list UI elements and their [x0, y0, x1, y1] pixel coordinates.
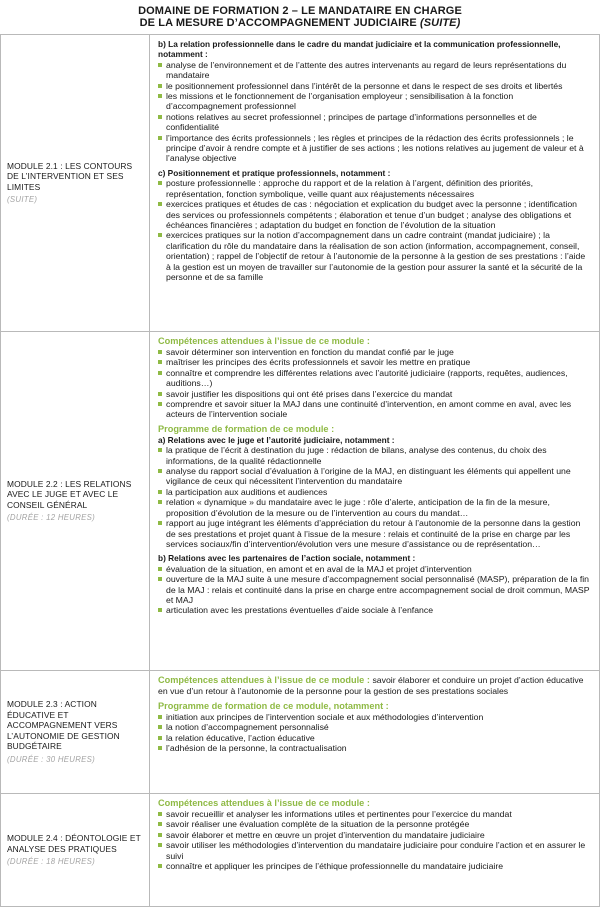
- module-row-2-4: [1, 794, 600, 907]
- module-duration: (DURÉE : 30 HEURES): [7, 754, 96, 764]
- list-item-text: exercices pratiques sur la notion d’accompagnement dans un cadre contraint (mandat judiciaire) ; la clarification du rôle du mandataire dans la réalisation de son action (information, accompagnement, conseil, orientation) ; rappel de l’objectif de retour à l’autonomie de la personne à la gestion de ses prestations : l’aide à la gestion est un moyen de travailler sur l’autonomie de la gestion pour assurer la santé et la sécurité de la personne et de sa famille: [166, 230, 586, 282]
- section-title: b) La relation professionnelle dans le cadre du mandat judiciaire et la communication professionnelle, notamment :: [158, 39, 561, 60]
- list-item-text: les missions et le fonctionnement de l’organisation employeur ; sensibilisation à la fonction d’accompagnement professionnel: [166, 91, 514, 112]
- programme-title: Programme de formation de ce module, notamment :: [158, 701, 389, 711]
- bullet-icon: [158, 736, 162, 740]
- list-item: [158, 733, 591, 743]
- bullet-icon: [158, 402, 162, 406]
- list-item: [158, 861, 591, 871]
- list-item: [158, 199, 591, 230]
- list-item-text: savoir réaliser une évaluation complète de la situation de la personne protégée: [166, 819, 470, 830]
- list-item: [158, 133, 591, 164]
- module-label-cell: [1, 671, 150, 794]
- header-line-2-text: DE LA MESURE D’ACCOMPAGNEMENT JUDICIAIRE: [139, 17, 417, 29]
- list-item: [158, 574, 591, 605]
- list-item-text: maîtriser les principes des écrits professionnels et savoir les mettre en pratique: [166, 357, 471, 368]
- list-item-text: comprendre et savoir situer la MAJ dans une continuité d’intervention, en amont comme en aval, avec les acteurs de l’intervention sociale: [166, 399, 572, 420]
- bullet-icon: [158, 725, 162, 729]
- list-item-text: articulation avec les prestations éventuelles d’aide sociale à l’enfance: [166, 605, 434, 616]
- bullet-icon: [158, 392, 162, 396]
- header-line-2: [140, 17, 461, 29]
- module-label-cell: [1, 332, 150, 671]
- list-item-text: notions relatives au secret professionnel ; principes de partage d’informations personnelles et de confidentialité: [166, 111, 537, 133]
- list-item: [158, 81, 591, 91]
- bullet-icon: [158, 567, 162, 571]
- list-item-text: évaluation de la situation, en amont et en aval de la MAJ et projet d’intervention: [166, 563, 472, 574]
- list-item: [158, 389, 591, 399]
- module-row-2-1: [1, 35, 600, 332]
- bullet-icon: [158, 360, 162, 364]
- module-row-2-2: [1, 332, 600, 671]
- list-item-text: ouverture de la MAJ suite à une mesure d’accompagnement social personnalisé (MASP), préparation de la fin de la MAJ : relais et continuité dans la prise en charge entre accompagnement social de droit commun, MASP et MAJ: [166, 574, 590, 605]
- competences-text: savoir élaborer et conduire un projet d’action éducative en vue d’un retour à l’autonomie de la personne pour la gestion de ses prestations sociales: [158, 675, 584, 696]
- bullet-list: [158, 564, 591, 616]
- list-item-text: savoir déterminer son intervention en fonction du mandat confié par le juge: [166, 347, 454, 357]
- module-label-cell: [1, 794, 150, 907]
- list-item-text: la pratique de l’écrit à destination du juge : rédaction de bilans, analyse des contenus, du choix des informations, de la qualité rédactionnelle: [166, 445, 547, 466]
- list-item: [158, 712, 591, 722]
- list-item-text: l’adhésion de la personne, la contractualisation: [166, 743, 347, 754]
- list-item-text: savoir justifier les dispositions qui ont été prises dans l’exercice du mandat: [166, 388, 453, 399]
- bullet-icon: [158, 864, 162, 868]
- module-content-cell: [150, 332, 600, 671]
- bullet-icon: [158, 371, 162, 375]
- bullet-icon: [158, 233, 162, 237]
- bullet-icon: [158, 181, 162, 185]
- module-name: MODULE 2.1 : LES CONTOURS DE L’INTERVENTION ET SES LIMITES: [7, 160, 133, 192]
- list-item-text: savoir utiliser les méthodologies d’intervention du mandataire judiciaire pour conduire l’action et en assurer le suivi: [166, 840, 586, 861]
- list-item: [158, 91, 591, 112]
- competences-title-text: Compétences attendues à l’issue de ce module :: [158, 675, 370, 685]
- list-item-text: analyse de l’environnement et de l’attente des autres intervenants au regard de leurs représentations du mandataire: [166, 59, 567, 81]
- module-row-2-3: [1, 671, 600, 794]
- list-item-text: savoir recueillir et analyser les informations utiles et pertinentes pour l’exercice du mandat: [166, 809, 512, 819]
- list-item: [158, 743, 591, 753]
- bullet-list: [158, 712, 591, 754]
- list-item-text: exercices pratiques et études de cas : négociation et explication du budget avec la personne ; identification des services ou professionnels compétents ; élaboration et tenue d’un budget ; analyse des obligations et échéances financières ; adaptation du budget en fonction de l’évolution de la situation: [166, 199, 577, 230]
- list-item: [158, 399, 591, 420]
- section-title: c) Positionnement et pratique professionnels, notamment :: [158, 167, 391, 178]
- list-item: [158, 368, 591, 389]
- list-item: [158, 487, 591, 497]
- list-item: [158, 357, 591, 367]
- bullet-icon: [158, 822, 162, 826]
- header-line-1: DOMAINE DE FORMATION 2 – LE MANDATAIRE EN CHARGE: [138, 5, 462, 17]
- competences-title: [158, 675, 591, 697]
- list-item: [158, 347, 591, 357]
- list-item-text: l’importance des écrits professionnels ; les règles et principes de la rédaction des écrits professionnels ; le principe d’avoir à rendre compte et à justifier de ses actions ; les notions relatives au jugement de valeur et à l’analyse objective: [166, 132, 584, 164]
- bullet-icon: [158, 843, 162, 847]
- section-title: a) Relations avec le juge et l’autorité judiciaire, notamment :: [158, 434, 395, 445]
- list-item: [158, 819, 591, 829]
- bullet-icon: [158, 577, 162, 581]
- bullet-list: [158, 809, 591, 871]
- list-item-text: la participation aux auditions et audiences: [166, 486, 328, 497]
- module-content-cell: [150, 671, 600, 794]
- competences-title: Compétences attendues à l’issue de ce module :: [158, 798, 370, 808]
- bullet-icon: [158, 469, 162, 473]
- bullet-list: [158, 445, 591, 549]
- list-item: [158, 840, 591, 861]
- bullet-icon: [158, 350, 162, 354]
- bullet-icon: [158, 746, 162, 750]
- module-duration: (SUITE): [7, 195, 38, 205]
- modules-table: [0, 34, 600, 907]
- list-item: [158, 809, 591, 819]
- bullet-icon: [158, 521, 162, 525]
- module-name: MODULE 2.3 : ACTION ÉDUCATIVE ET ACCOMPAGNEMENT VERS L’AUTONOMIE DE GESTION BUDGÉTAIRE: [7, 699, 120, 752]
- bullet-icon: [158, 84, 162, 88]
- module-name: MODULE 2.2 : LES RELATIONS AVEC LE JUGE ET AVEC LE CONSEIL GÉNÉRAL: [7, 478, 132, 510]
- list-item-text: analyse du rapport social d’évaluation à l’origine de la MAJ, en distinguant les éléments qui appellent une vigilance de ceux qui nécessitent l’intervention du mandataire: [166, 466, 571, 487]
- bullet-icon: [158, 94, 162, 98]
- bullet-icon: [158, 500, 162, 504]
- competences-title: Compétences attendues à l’issue de ce module :: [158, 336, 370, 346]
- bullet-icon: [158, 63, 162, 67]
- programme-title: Programme de formation de ce module :: [158, 423, 335, 434]
- list-item: [158, 605, 591, 615]
- bullet-icon: [158, 448, 162, 452]
- bullet-icon: [158, 715, 162, 719]
- list-item-text: connaître et appliquer les principes de l’éthique professionnelle du mandataire judiciaire: [166, 861, 504, 872]
- list-item-text: savoir élaborer et mettre en œuvre un projet d’intervention du mandataire judiciaire: [166, 829, 485, 840]
- list-item: [158, 518, 591, 549]
- module-name: MODULE 2.4 : DÉONTOLOGIE ET ANALYSE DES PRATIQUES: [7, 833, 141, 854]
- bullet-icon: [158, 490, 162, 494]
- page-header: [0, 0, 600, 34]
- bullet-icon: [158, 115, 162, 119]
- list-item: [158, 830, 591, 840]
- list-item: [158, 466, 591, 487]
- bullet-icon: [158, 608, 162, 612]
- bullet-icon: [158, 202, 162, 206]
- list-item: [158, 230, 591, 282]
- bullet-icon: [158, 812, 162, 816]
- bullet-list: [158, 60, 591, 164]
- section-title: b) Relations avec les partenaires de l’action sociale, notamment :: [158, 553, 416, 564]
- list-item-text: relation « dynamique » du mandataire avec le juge : rôle d’alerte, anticipation de la fin de la mesure, proposition d’évolution de la mesure ou de l’intervention au cours du mandat…: [166, 497, 550, 518]
- list-item: [158, 722, 591, 732]
- module-label-cell: [1, 35, 150, 332]
- list-item-text: la relation éducative, l’action éducative: [166, 732, 315, 743]
- list-item: [158, 564, 591, 574]
- list-item-text: rapport au juge intégrant les éléments d’appréciation du retour à l’autonomie de la personne dans la gestion de ses prestations et projet quant à l’issue de la mesure : relais et continuité de la prise en charge par les services sociaux/fin d’intervention/évolution vers une mesure d’assistance ou de représentation…: [166, 518, 581, 549]
- list-item-text: initiation aux principes de l’intervention sociale et aux méthodologies d’intervention: [166, 712, 484, 722]
- list-item: [158, 445, 591, 466]
- bullet-list: [158, 347, 591, 420]
- module-content-cell: [150, 35, 600, 332]
- list-item-text: le positionnement professionnel dans l’intérêt de la personne et dans le respect de ses droits et libertés: [166, 80, 563, 91]
- header-suffix: (SUITE): [419, 17, 461, 29]
- module-content-cell: [150, 794, 600, 907]
- bullet-icon: [158, 136, 162, 140]
- list-item-text: connaître et comprendre les différentes relations avec l’autorité judiciaire (rapports, requêtes, audiences, auditions…): [166, 367, 568, 389]
- list-item: [158, 178, 591, 199]
- bullet-list: [158, 178, 591, 282]
- bullet-icon: [158, 833, 162, 837]
- list-item: [158, 497, 591, 518]
- list-item-text: posture professionnelle : approche du rapport et de la relation à l’argent, définition des priorités, représentation, fonction symbolique, veille quant aux réajustements nécessaires: [166, 178, 534, 199]
- module-duration: (DURÉE : 18 HEURES): [7, 856, 96, 866]
- list-item-text: la notion d’accompagnement personnalisé: [166, 722, 329, 733]
- module-duration: (DURÉE : 12 HEURES): [7, 513, 96, 523]
- list-item: [158, 60, 591, 81]
- list-item: [158, 112, 591, 133]
